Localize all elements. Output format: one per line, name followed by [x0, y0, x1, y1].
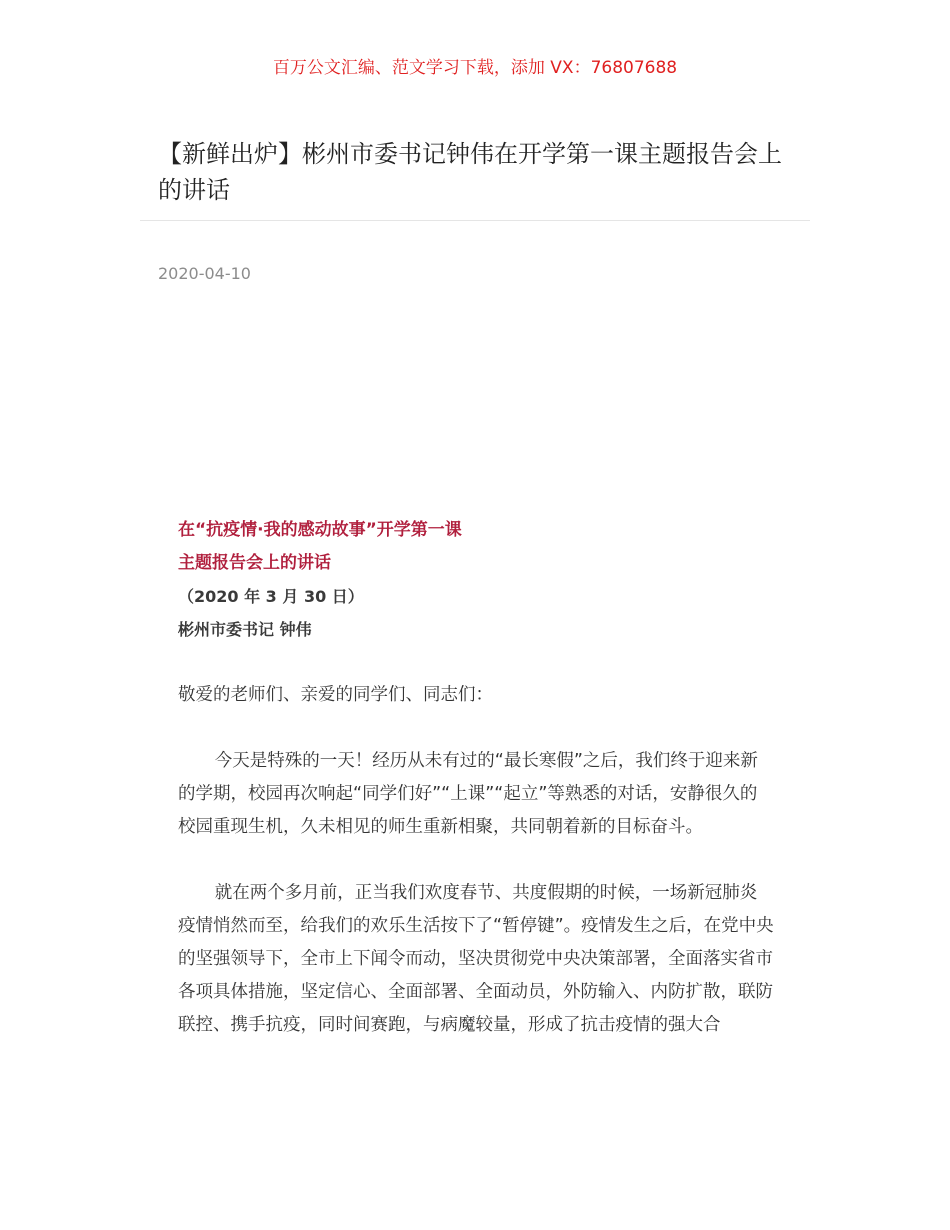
promo-banner: 百万公文汇编、范文学习下载，添加 VX：76807688 [272, 58, 678, 78]
speech-heading-line1: 在“抗疫情·我的感动故事”开学第一课 [178, 520, 462, 540]
speech-date: （2020 年 3 月 30 日） [178, 587, 364, 606]
publish-date: 2020-04-10 [158, 264, 251, 283]
salutation: 敬爱的老师们、亲爱的同学们、同志们： [178, 685, 493, 705]
paragraph: 今天是特殊的一天！经历从未有过的“最长寒假”之后，我们终于迎来新的学期，校园再次响起“同学们好”“上课”“起立”等熟悉的对话，安静很久的校园重现生机，久未相见的师生重新相聚，共同朝着新的目标奋斗。 [178, 751, 758, 837]
speaker-line: 彬州市委书记 钟伟 [178, 620, 312, 639]
article-title: 【新鲜出炉】彬州市委书记钟伟在开学第一课主题报告会上的讲话 [158, 140, 782, 204]
article-body [178, 514, 778, 1042]
paragraph: 就在两个多月前，正当我们欢度春节、共度假期的时候，一场新冠肺炎疫情悄然而至，给我们的欢乐生活按下了“暂停键”。疫情发生之后，在党中央的坚强领导下，全市上下闻令而动，坚决贯彻党中央决策部署，全面落实省市各项具体措施，坚定信心、全面部署、全面动员，外防输入、内防扩散，联防联控、携手抗疫，同时间赛跑，与病魔较量，形成了抗击疫情的强大合 [178, 883, 774, 1035]
title-divider [140, 220, 810, 221]
speech-heading-line2: 主题报告会上的讲话 [178, 553, 331, 573]
